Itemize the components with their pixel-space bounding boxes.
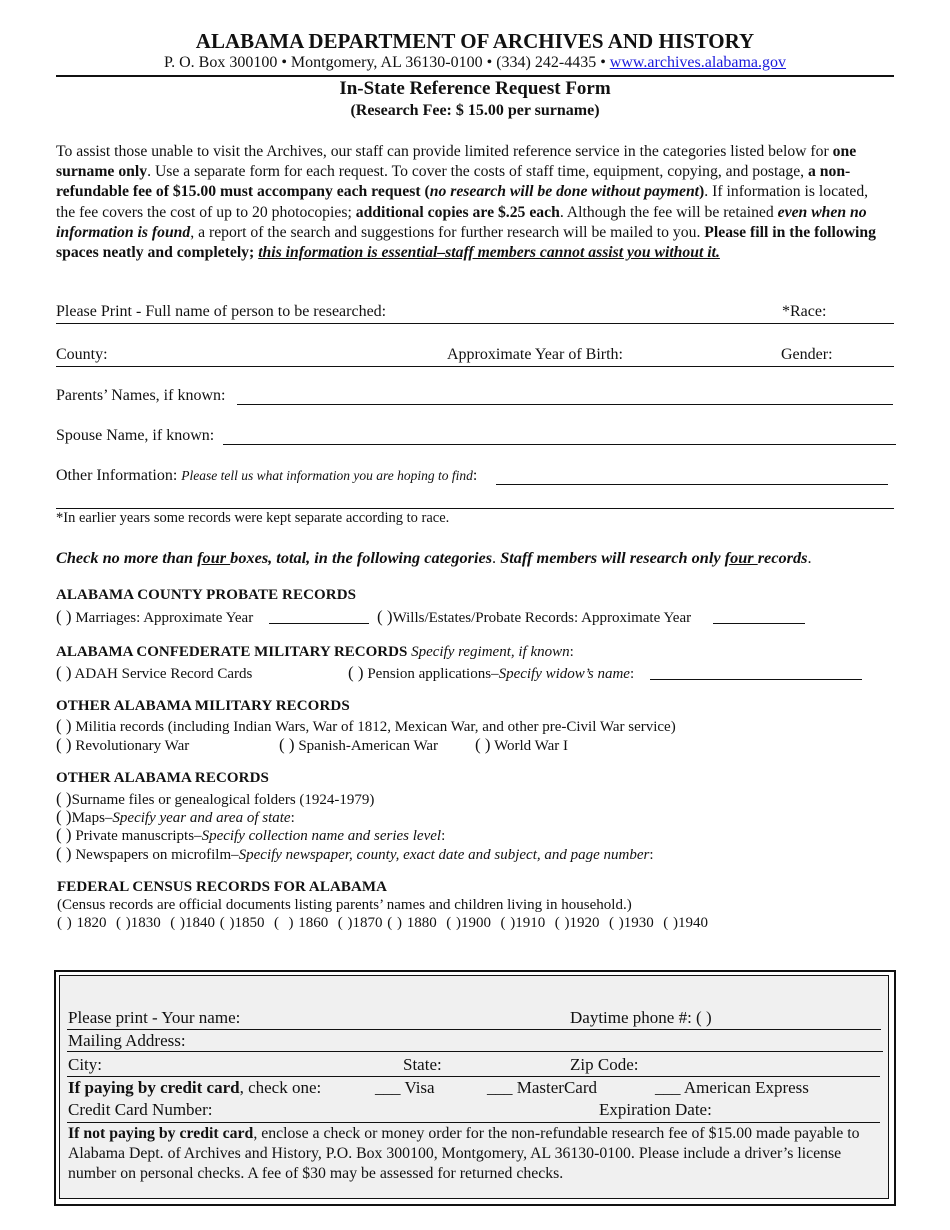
intro-text: To assist those unable to visit the Archives, our staff can provide limited reference service in the categories listed below for [56, 143, 833, 160]
instruction-text: boxes, total, in the following categories [230, 548, 493, 567]
fee-subtitle: (Research Fee: $ 15.00 per surname) [350, 102, 600, 119]
zip-label: Zip Code: [570, 1055, 639, 1074]
manuscripts-label: Private manuscripts [75, 828, 195, 844]
checkbox-paren[interactable]: ( ) [56, 789, 72, 808]
birth-year-label: Approximate Year of Birth: [447, 346, 623, 363]
confederate-colon: : [569, 644, 574, 660]
census-year-1860[interactable]: ( ) 1860 [274, 915, 329, 931]
marriages-label: Marriages: Approximate Year [75, 610, 254, 626]
maps-label: Maps [71, 810, 105, 826]
address-line [0, 54, 950, 72]
mastercard-label: MasterCard [516, 1078, 598, 1097]
census-year-label: 1900 [461, 915, 491, 931]
phone-label: Daytime phone #: ( ) [570, 1008, 712, 1027]
probate-heading: ALABAMA COUNTY PROBATE RECORDS [56, 587, 357, 603]
surname-option[interactable] [56, 789, 374, 809]
pension-label: Pension applications [367, 666, 492, 682]
intro-text: , a report of the search and suggestions for further research will be mailed to you. [190, 223, 705, 241]
state-label: State: [403, 1055, 442, 1074]
maps-hint: –Specify year and area of state [104, 810, 291, 826]
instruction-emphasis: four [197, 548, 231, 567]
confederate-heading-text: ALABAMA CONFEDERATE MILITARY RECORDS [56, 644, 408, 660]
intro-bold: a non-refundable fee of $15.00 must accompany each request ( [56, 163, 851, 201]
full-name-label: Please Print - Full name of person to be researched: [56, 303, 387, 320]
checkbox-paren[interactable]: ( ) [348, 663, 364, 682]
other-info-hint: Please tell us what information you are hoping to find [181, 468, 473, 483]
marriages-year-field[interactable] [269, 623, 369, 624]
wills-label: Wills/Estates/Probate Records: Approximate Year [392, 610, 692, 626]
census-year-label: 1920 [569, 915, 600, 931]
confederate-hint: Specify regiment, if known [407, 644, 570, 660]
pension-option[interactable] [348, 663, 634, 683]
card-number-label: Credit Card Number: [68, 1100, 213, 1119]
intro-paragraph [56, 142, 886, 263]
checkbox-paren[interactable]: ( ) [56, 716, 72, 735]
spanish-option[interactable] [279, 735, 438, 755]
mailing-field[interactable] [67, 1051, 883, 1052]
widow-name-field[interactable] [650, 679, 862, 680]
census-heading: FEDERAL CENSUS RECORDS FOR ALABAMA [57, 879, 388, 895]
census-year-label: 1850 [234, 915, 265, 931]
other-info-text: Other Information: [56, 467, 182, 484]
revolutionary-option[interactable] [56, 735, 189, 755]
militia-label: Militia records (including Indian Wars, War of 1812, Mexican War, and other pre-Civil War service) [75, 719, 676, 735]
amex-blank[interactable]: ___ [655, 1078, 681, 1097]
pension-hint: –Specify widow’s name [491, 666, 630, 682]
census-year-1830[interactable]: ( )1830 [116, 915, 161, 931]
wills-year-field[interactable] [713, 623, 805, 624]
instruction-text: records [757, 548, 808, 567]
confederate-heading [56, 644, 574, 661]
credit-rest: , check one: [239, 1078, 322, 1097]
census-year-label: 1940 [678, 915, 708, 931]
newspapers-label: Newspapers on microfilm [75, 847, 232, 863]
race-footnote: *In earlier years some records were kept separate according to race. [56, 510, 450, 526]
census-year-1920[interactable]: ( )1920 [554, 915, 600, 931]
instruction-punct: . [492, 548, 501, 567]
intro-bold-italic: even when no information is found [56, 203, 867, 241]
census-year-label: 1930 [623, 915, 654, 931]
marriages-option[interactable] [56, 607, 253, 627]
pension-colon: : [629, 666, 635, 682]
intro-bold: Please fill in the following spaces neatly and completely; [56, 223, 876, 262]
other-military-heading: OTHER ALABAMA MILITARY RECORDS [56, 698, 350, 714]
census-year-label: 1830 [130, 915, 161, 931]
instruction-text: Staff members will research only [500, 548, 725, 567]
not-credit-lead: If not paying by credit card [68, 1125, 254, 1142]
census-year-1840[interactable]: ( )1840 [170, 915, 215, 931]
check-instruction [56, 548, 812, 568]
form-title: In-State Reference Request Form [339, 78, 611, 99]
intro-bold: additional copies are $.25 each [355, 203, 560, 221]
your-name-label: Please print - Your name: [68, 1008, 241, 1027]
ww1-label: World War I [494, 738, 569, 754]
visa-option[interactable] [375, 1078, 435, 1098]
service-cards-option[interactable] [56, 663, 252, 683]
newspapers-option[interactable] [56, 844, 654, 864]
newspapers-hint: –Specify newspaper, county, exact date and subject, and page number [231, 847, 650, 863]
census-year-label: 1820 [76, 915, 107, 931]
manuscripts-option[interactable] [56, 825, 445, 845]
amex-label: American Express [683, 1078, 809, 1097]
address-text: P. O. Box 300100 • Montgomery, AL 36130-0100 • (334) 242-4435 • [163, 54, 610, 71]
other-info-colon: : [472, 467, 478, 484]
intro-essential-note: this information is essential–staff members cannot assist you without it. [258, 244, 720, 262]
wills-option[interactable] [377, 607, 691, 627]
census-year-1910[interactable]: ( )1910 [500, 915, 546, 931]
gender-label: Gender: [781, 346, 833, 363]
mastercard-option[interactable] [487, 1078, 597, 1098]
fields-divider [56, 508, 894, 509]
spouse-label: Spouse Name, if known: [56, 427, 215, 444]
service-cards-label: ADAH Service Record Cards [74, 666, 253, 682]
intro-bold: one surname only [56, 143, 857, 181]
city-label: City: [68, 1055, 103, 1074]
check-payment-note [68, 1124, 873, 1184]
census-year-1850[interactable]: ( )1850 [219, 915, 265, 931]
checkbox-paren[interactable]: ( ) [56, 844, 72, 863]
city-field[interactable] [67, 1076, 880, 1077]
census-year-label: 1870 [352, 915, 383, 931]
intro-bold-italic: no research will be done without payment [429, 183, 700, 201]
manuscripts-hint: –Specify collection name and series level [194, 828, 442, 844]
other-info-label [56, 467, 477, 485]
checkbox-paren[interactable]: ( ) [475, 735, 491, 754]
militia-option[interactable] [56, 716, 676, 736]
website-link[interactable]: www.archives.alabama.gov [609, 54, 787, 71]
census-year-label: 1910 [515, 915, 546, 931]
maps-colon: : [290, 810, 295, 826]
header-divider [56, 75, 894, 77]
county-field[interactable] [56, 366, 894, 367]
checkbox-paren[interactable]: ( ) [279, 735, 295, 754]
race-label: *Race: [782, 303, 827, 320]
checkbox-paren[interactable]: ( ) [56, 607, 72, 626]
maps-option[interactable] [56, 807, 295, 827]
your-name-field[interactable] [67, 1029, 881, 1030]
intro-text: . Although the fee will be retained [559, 203, 778, 221]
not-credit-rest: , enclose a check or money order for the non-refundable research fee of $15.00 made payable to Alabama Dept. of Archives and History, P.O. Box 300100, Montgomery, AL 36130-0100. Please include a driver’s license number on personal checks. A fee of $30 may be assessed for returned checks. [68, 1125, 860, 1182]
census-years [57, 915, 708, 932]
census-note: (Census records are official documents listing parents’ names and children living in household.) [57, 897, 632, 913]
manuscripts-colon: : [441, 828, 446, 844]
census-year-1870[interactable]: ( )1870 [337, 915, 383, 931]
card-number-field[interactable] [67, 1122, 880, 1123]
spanish-label: Spanish-American War [298, 738, 439, 754]
census-year-label: 1880 [406, 915, 437, 931]
intro-text: . If information is located, the fee covers the cost of up to 20 photocopies; [56, 183, 869, 221]
mailing-label: Mailing Address: [68, 1031, 186, 1050]
intro-text: . Use a separate form for each request. To cover the costs of staff time, equipment, copying, and postage, [147, 163, 808, 181]
census-year-1820[interactable]: ( ) 1820 [57, 915, 107, 931]
newspapers-colon: : [649, 847, 654, 863]
revolutionary-label: Revolutionary War [75, 738, 190, 754]
full-name-field[interactable] [56, 323, 894, 324]
census-year-1880[interactable]: ( ) 1880 [387, 915, 437, 931]
expiration-label: Expiration Date: [599, 1100, 712, 1119]
org-name: ALABAMA DEPARTMENT OF ARCHIVES AND HISTORY [195, 29, 755, 53]
census-year-label: 1860 [298, 915, 329, 931]
census-year-label: 1840 [185, 915, 215, 931]
visa-blank[interactable]: ___ [375, 1078, 401, 1097]
ww1-option[interactable] [475, 735, 568, 755]
census-year-1940[interactable]: ( )1940 [663, 915, 708, 931]
census-year-1930[interactable]: ( )1930 [609, 915, 654, 931]
credit-lead: If paying by credit card [68, 1078, 240, 1097]
checkbox-paren[interactable]: ( ) [56, 825, 72, 844]
census-year-1900[interactable]: ( )1900 [446, 915, 491, 931]
parents-field[interactable] [237, 404, 893, 405]
mastercard-blank[interactable]: ___ [487, 1078, 513, 1097]
intro-bold: ) [699, 183, 705, 201]
checkbox-paren[interactable]: ( ) [56, 807, 72, 826]
credit-card-prompt [68, 1078, 321, 1098]
checkbox-paren[interactable]: ( ) [56, 735, 72, 754]
instruction-text: Check no more than [56, 548, 198, 567]
spouse-field[interactable] [223, 444, 896, 445]
other-records-heading: OTHER ALABAMA RECORDS [56, 770, 269, 786]
instruction-emphasis: four [724, 548, 758, 567]
instruction-punct: . [807, 548, 812, 567]
parents-label: Parents’ Names, if known: [56, 387, 226, 404]
visa-label: Visa [404, 1078, 435, 1097]
surname-label: Surname files or genealogical folders (1924-1979) [71, 792, 375, 808]
other-info-field[interactable] [496, 484, 888, 485]
checkbox-paren[interactable]: ( ) [56, 663, 72, 682]
county-label: County: [56, 346, 108, 363]
checkbox-paren[interactable]: ( ) [377, 607, 393, 626]
amex-option[interactable] [655, 1078, 809, 1098]
